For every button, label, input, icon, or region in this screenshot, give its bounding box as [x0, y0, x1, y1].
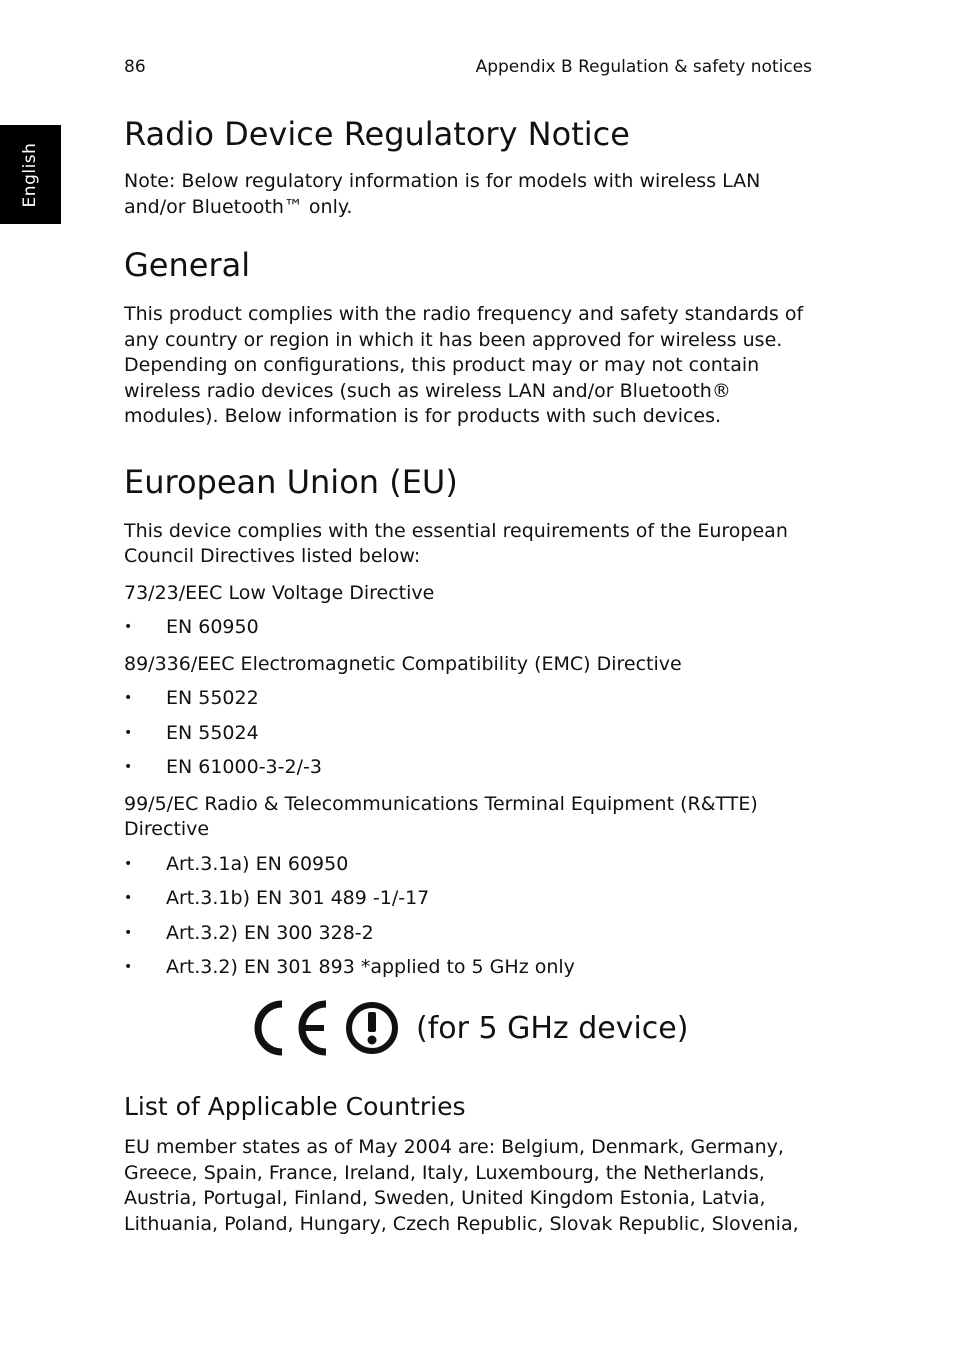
note-label: Note — [124, 170, 169, 192]
note-paragraph — [124, 169, 824, 220]
standard-item — [124, 955, 824, 981]
bullet-glyph: • — [124, 890, 133, 906]
directive-name: 99/5/EC Radio & Telecommunications Terminal Equipment (R&TTE) Directive — [124, 792, 758, 840]
standard-item — [124, 852, 824, 878]
directive-list — [124, 581, 824, 981]
bullet-glyph: • — [124, 619, 133, 635]
standard-item — [124, 615, 824, 641]
standard-text: Art.3.2) EN 300 328-2 — [166, 921, 374, 944]
countries-title: List of Applicable Countries — [124, 1092, 466, 1121]
ce-mark-row — [254, 998, 688, 1058]
countries-body: EU member states as of May 2004 are: Belgium, Denmark, Germany, Greece, Spain, France, Ireland, Italy, Luxembourg, the Netherlands, Austria, Portugal, Finland, Sweden, United Kingdom Estonia, Latvia, Lithuania, Poland, Hungary, Czech Republic, Slovak Republic, Slovenia, — [124, 1136, 799, 1235]
note-text: : Below regulatory information is for models with wireless LAN and/or Bluetooth™ only. — [124, 170, 761, 218]
standard-text: EN 55022 — [166, 687, 259, 709]
standard-text: EN 61000-3-2/-3 — [166, 756, 322, 778]
general-body: This product complies with the radio frequency and safety standards of any country or region in which it has been approved for wireless use. Depending on configurations, this product may or may not contain wireless radio devices (such as wireless LAN and/or Bluetooth® modules). Below information is for products with such devices. — [124, 303, 804, 427]
standard-item — [124, 755, 824, 781]
eu-title: European Union (EU) — [124, 462, 458, 501]
page-content — [124, 112, 824, 990]
language-tab-label: English — [20, 142, 40, 208]
page-number: 86 — [124, 57, 146, 77]
general-title: General — [124, 246, 251, 284]
bullet-glyph: • — [124, 924, 133, 941]
standard-text: Art.3.1a) EN 60950 — [166, 852, 349, 875]
standard-item — [124, 686, 824, 712]
chapter-title: Appendix B Regulation & safety notices — [475, 57, 812, 77]
standard-item — [124, 886, 824, 912]
standard-item — [124, 721, 824, 747]
radio-notice-title: Radio Device Regulatory Notice — [124, 115, 630, 153]
bullet-glyph: • — [124, 690, 133, 706]
bullet-glyph: • — [124, 959, 133, 975]
directive-name: 73/23/EEC Low Voltage Directive — [124, 581, 435, 604]
directive-name: 89/336/EEC Electromagnetic Compatibility (EMC) Directive — [124, 652, 682, 675]
eu-body: This device complies with the essential requirements of the European Council Directives listed below: — [124, 519, 788, 567]
language-tab — [0, 125, 61, 224]
standard-list — [124, 615, 824, 641]
standard-text: Art.3.1b) EN 301 489 -1/-17 — [166, 887, 430, 909]
bullet-glyph: • — [124, 759, 133, 775]
standard-list — [124, 852, 824, 981]
ce-caption: (for 5 GHz device) — [416, 1010, 689, 1046]
alert-class-icon — [344, 998, 400, 1058]
standard-text: EN 60950 — [166, 616, 259, 638]
standard-item — [124, 921, 824, 947]
standard-list — [124, 686, 824, 781]
standard-text: EN 55024 — [166, 721, 259, 744]
bullet-glyph: • — [124, 855, 133, 872]
bullet-glyph: • — [124, 724, 133, 741]
standard-text: Art.3.2) EN 301 893 *applied to 5 GHz only — [166, 956, 575, 978]
